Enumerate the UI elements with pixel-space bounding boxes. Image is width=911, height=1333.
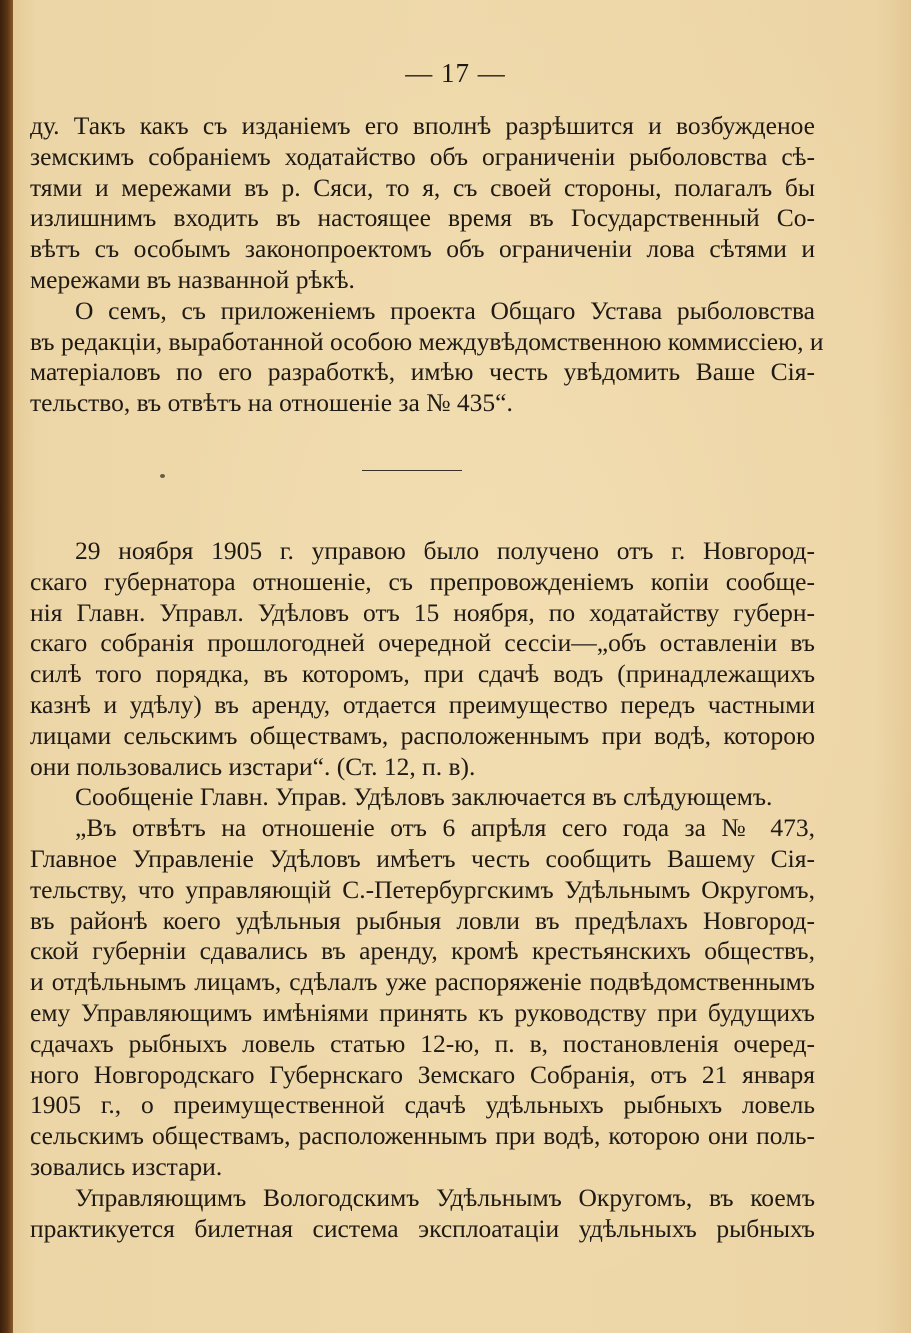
text-line: ду. Такъ какъ съ изданіемъ его вполнѣ разрѣшится и возбужденое xyxy=(30,111,815,140)
text-line: ного Новгородскаго Губернскаго Земскаго Собранія, отъ 21 января xyxy=(30,1059,815,1089)
text-line: они пользовались изстари“. (Ст. 12, п. в). xyxy=(30,751,476,781)
text-line: тельство, въ отвѣтъ на отношеніе за № 435“. xyxy=(30,388,513,418)
text-line: О семъ, съ приложеніемъ проекта Общаго Устава рыболовства xyxy=(75,295,815,325)
text-line: практикуется билетная система эксплоатаціи удѣльныхъ рыбныхъ xyxy=(30,1213,815,1243)
text-line: излишнимъ входить въ настоящее время въ Государственный Со- xyxy=(30,203,815,233)
text-line: въ редакціи, выработанной особою междувѣдомственною коммиссіею, и xyxy=(30,326,824,356)
text-line: зовались изстари. xyxy=(30,1151,223,1181)
paper-speck xyxy=(160,474,165,478)
text-line: скаго губернатора отношеніе, съ препровожденіемъ копіи сообще- xyxy=(30,566,815,596)
text-line: ской губерніи сдавались въ аренду, кромѣ крестьянскихъ обществъ, xyxy=(30,936,815,966)
text-line: лицами сельскимъ обществамъ, расположеннымъ при водѣ, которою xyxy=(30,720,815,750)
text-line: въ районѣ коего удѣльныя рыбныя ловли въ предѣлахъ Новгород- xyxy=(30,905,815,935)
text-line: сдачахъ рыбныхъ ловель статью 12-ю, п. в, постановленія очеред- xyxy=(30,1028,815,1058)
text-line: 1905 г., о преимущественной сдачѣ удѣльныхъ рыбныхъ ловель xyxy=(30,1090,815,1120)
text-line: скаго собранія прошлогодней очередной сессіи—„объ оставленіи въ xyxy=(30,628,815,658)
text-line: тельству, что управляющій С.-Петербургскимъ Удѣльнымъ Округомъ, xyxy=(30,874,815,904)
text-line: нія Главн. Управл. Удѣловъ отъ 15 ноября, по ходатайству губерн- xyxy=(30,597,815,627)
text-line: „Въ отвѣтъ на отношеніе отъ 6 апрѣля сего года за № 473, xyxy=(75,813,815,843)
text-line: силѣ того порядка, въ которомъ, при сдачѣ водъ (принадлежащихъ xyxy=(30,659,815,689)
text-section-2 xyxy=(30,536,815,1244)
text-line: сельскимъ обществамъ, расположеннымъ при водѣ, которою они поль- xyxy=(30,1121,815,1151)
text-line: вѣтъ съ особымъ законопроектомъ объ ограниченіи лова сѣтями и xyxy=(30,234,815,264)
text-line: ему Управляющимъ имѣніями принять къ руководству при будущихъ xyxy=(30,997,815,1027)
book-binding-edge xyxy=(0,0,13,1333)
text-line: Управляющимъ Вологодскимъ Удѣльнымъ Округомъ, въ коемъ xyxy=(75,1182,815,1212)
section-divider xyxy=(362,470,462,471)
text-line: Главное Управленіе Удѣловъ имѣетъ честь сообщить Вашему Сія- xyxy=(30,843,815,873)
text-section-1 xyxy=(30,111,824,419)
text-line: тями и мережами въ р. Сяси, то я, съ своей стороны, полагалъ бы xyxy=(30,172,815,202)
text-line: мережами въ названной рѣкѣ. xyxy=(30,264,355,294)
text-line: Сообщеніе Главн. Управ. Удѣловъ заключается въ слѣдующемъ. xyxy=(75,782,773,812)
text-line: матеріаловъ по его разработкѣ, имѣю честь увѣдомить Ваше Сія- xyxy=(30,357,815,387)
page-number: — 17 — xyxy=(405,58,506,88)
text-line: и отдѣльнымъ лицамъ, сдѣлалъ уже распоряженіе подвѣдомственнымъ xyxy=(30,967,815,997)
text-line: 29 ноября 1905 г. управою было получено отъ г. Новгород- xyxy=(75,536,815,565)
text-line: земскимъ собраніемъ ходатайство объ ограниченіи рыболовства сѣ- xyxy=(30,141,815,171)
text-line: казнѣ и удѣлу) въ аренду, отдается преимущество передъ частными xyxy=(30,689,815,719)
